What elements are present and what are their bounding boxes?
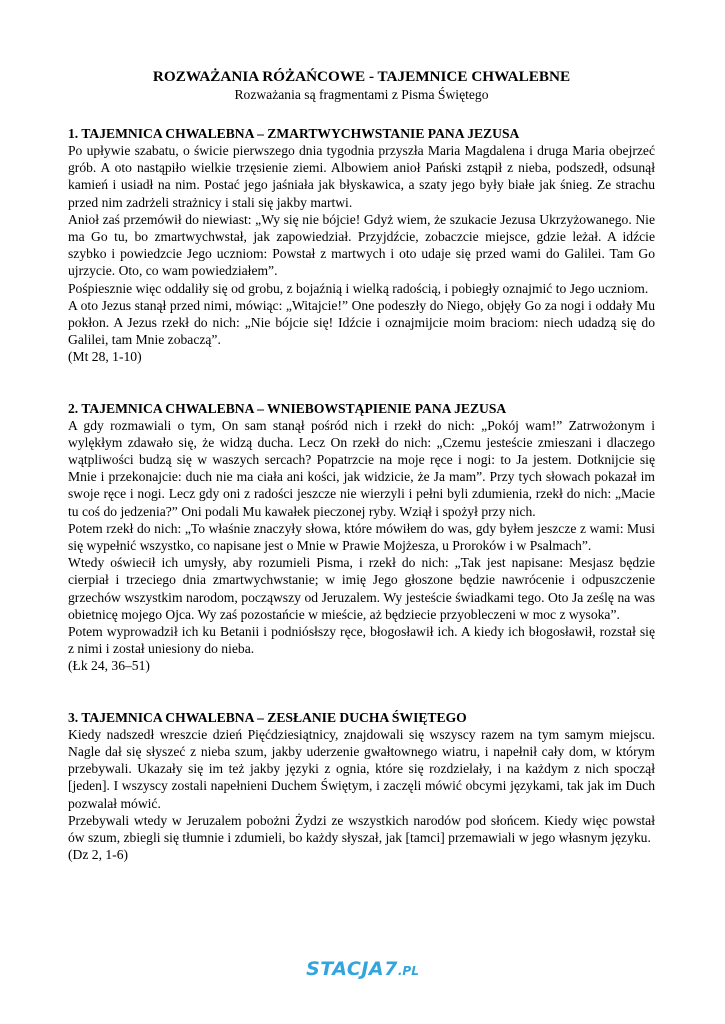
section-paragraph: Przebywali wtedy w Jeruzalem pobożni Żydzi ze wszystkich narodów pod słońcem. Kiedy więc powstał ów szum, zbiegli się tłumnie i zdumieli, bo każdy słyszał, jak [tamci] przemawiali w jego własnym języku. bbox=[68, 812, 655, 845]
mystery-section-2 bbox=[68, 400, 655, 675]
scripture-reference: (Mt 28, 1-10) bbox=[68, 349, 142, 365]
section-paragraph: A oto Jezus stanął przed nimi, mówiąc: „Witajcie!” One podeszły do Niego, objęły Go za nogi i oddały Mu pokłon. A Jezus rzekł do nich: „Nie bójcie się! Idźcie i oznajmijcie moim braciom: niech udadzą się do Galilei, tam Mnie zobaczą”. bbox=[68, 297, 655, 348]
section-paragraph: Wtedy oświecił ich umysły, aby rozumieli Pisma, i rzekł do nich: „Tak jest napisane: Mesjasz będzie cierpiał i trzeciego dnia zmartwychwstanie; w imię Jego głoszone będzie nawrócenie i odpuszczenie grzechów wszystkim narodom, począwszy od Jeruzalem. Wy jesteście świadkami tego. Oto Ja ześlę na was obietnicę mojego Ojca. Wy zaś pozostańcie w mieście, aż będziecie przyobleczeni w moc z wysoka”. bbox=[68, 555, 655, 622]
mystery-section-3 bbox=[68, 709, 655, 864]
section-heading: 1. TAJEMNICA CHWALEBNA – ZMARTWYCHWSTANIE PANA JEZUSA bbox=[68, 126, 520, 141]
section-heading: 3. TAJEMNICA CHWALEBNA – ZESŁANIE DUCHA ŚWIĘTEGO bbox=[68, 709, 467, 725]
document-page bbox=[68, 68, 655, 897]
section-paragraph: Kiedy nadszedł wreszcie dzień Pięćdziesiątnicy, znajdowali się wszyscy razem na tym samym miejscu. Nagle dał się słyszeć z nieba szum, jakby uderzenie gwałtownego wiatru, i napełnił cały dom, w którym przebywali. Ukazały się im też jakby języki z ognia, które się rozdzielały, i na każdym z nich spoczął [jeden]. I wszyscy zostali napełnieni Duchem Świętym, i zaczęli mówić obcymi językami, tak jak im Duch pozwalał mówić. bbox=[68, 726, 655, 811]
section-paragraph: Anioł zaś przemówił do niewiast: „Wy się nie bójcie! Gdyż wiem, że szukacie Jezusa Ukrzyżowanego. Nie ma Go tu, bo zmartwychwstał, jak zapowiedział. Przyjdźcie, zobaczcie miejsce, gdzie leżał. A idźcie szybko i powiedzcie Jego uczniom: Powstał z martwych i oto udaje się przed wami do Galilei. Tam Go ujrzycie. Oto, co wam powiedziałem”. bbox=[68, 211, 655, 279]
section-paragraph: Po upływie szabatu, o świcie pierwszego dnia tygodnia przyszła Maria Magdalena i druga Maria obejrzeć grób. A oto nastąpiło wielkie trzęsienie ziemi. Albowiem anioł Pański zstąpił z nieba, podszedł, odsunął kamień i usiadł na nim. Postać jego jaśniała jak błyskawica, a szaty jego były białe jak śnieg. Ze strachu przed nim zadrżeli strażnicy i stali się jakby martwi. bbox=[68, 143, 655, 210]
logo-suffix-text: .PL bbox=[397, 964, 419, 978]
section-paragraph: A gdy rozmawiali o tym, On sam stanął pośród nich i rzekł do nich: „Pokój wam!” Zatrwożonym i wylękłym zdawało się, że widzą ducha. Lecz On rzekł do nich: „Czemu jesteście zmieszani i dlaczego wątpliwości budzą się w waszych sercach? Popatrzcie na moje ręce i nogi: to Ja jestem. Dotknijcie się Mnie i przekonajcie: duch nie ma ciała ani kości, jak widzicie, że Ja mam”. Przy tych słowach pokazał im swoje ręce i nogi. Lecz gdy oni z radości jeszcze nie wierzyli i pełni byli zdumienia, rzekł do nich: „Macie tu coś do jedzenia?” Oni podali Mu kawałek pieczonej ryby. Wziął i spożył przy nich. bbox=[68, 417, 655, 519]
section-heading: 2. TAJEMNICA CHWALEBNA – WNIEBOWSTĄPIENIE PANA JEZUSA bbox=[68, 400, 507, 416]
section-paragraph: Pośpiesznie więc oddaliły się od grobu, z bojaźnią i wielką radością, i pobiegły oznajmić to Jego uczniom. bbox=[68, 280, 649, 296]
logo-main-text: STACJA7 bbox=[306, 958, 398, 980]
scripture-reference: (Dz 2, 1-6) bbox=[68, 847, 129, 863]
section-paragraph: Potem wyprowadził ich ku Betanii i podniósłszy ręce, błogosławił ich. A kiedy ich błogosławił, rozstał się z nimi i został uniesiony do nieba. bbox=[68, 624, 655, 657]
document-subtitle: Rozważania są fragmentami z Pisma Świętego bbox=[234, 87, 489, 102]
mystery-section-1 bbox=[68, 125, 655, 366]
section-paragraph: Potem rzekł do nich: „To właśnie znaczyły słowa, które mówiłem do was, gdy byłem jeszcze z wami: Musi się wypełnić wszystko, co napisane jest o Mnie w Prawie Mojżesza, u Proroków i w Psalmach”. bbox=[68, 520, 655, 554]
scripture-reference: (Łk 24, 36–51) bbox=[68, 658, 150, 674]
document-title: ROZWAŻANIA RÓŻAŃCOWE - TAJEMNICE CHWALEBNE bbox=[152, 68, 571, 85]
stacja7-logo bbox=[0, 958, 725, 980]
